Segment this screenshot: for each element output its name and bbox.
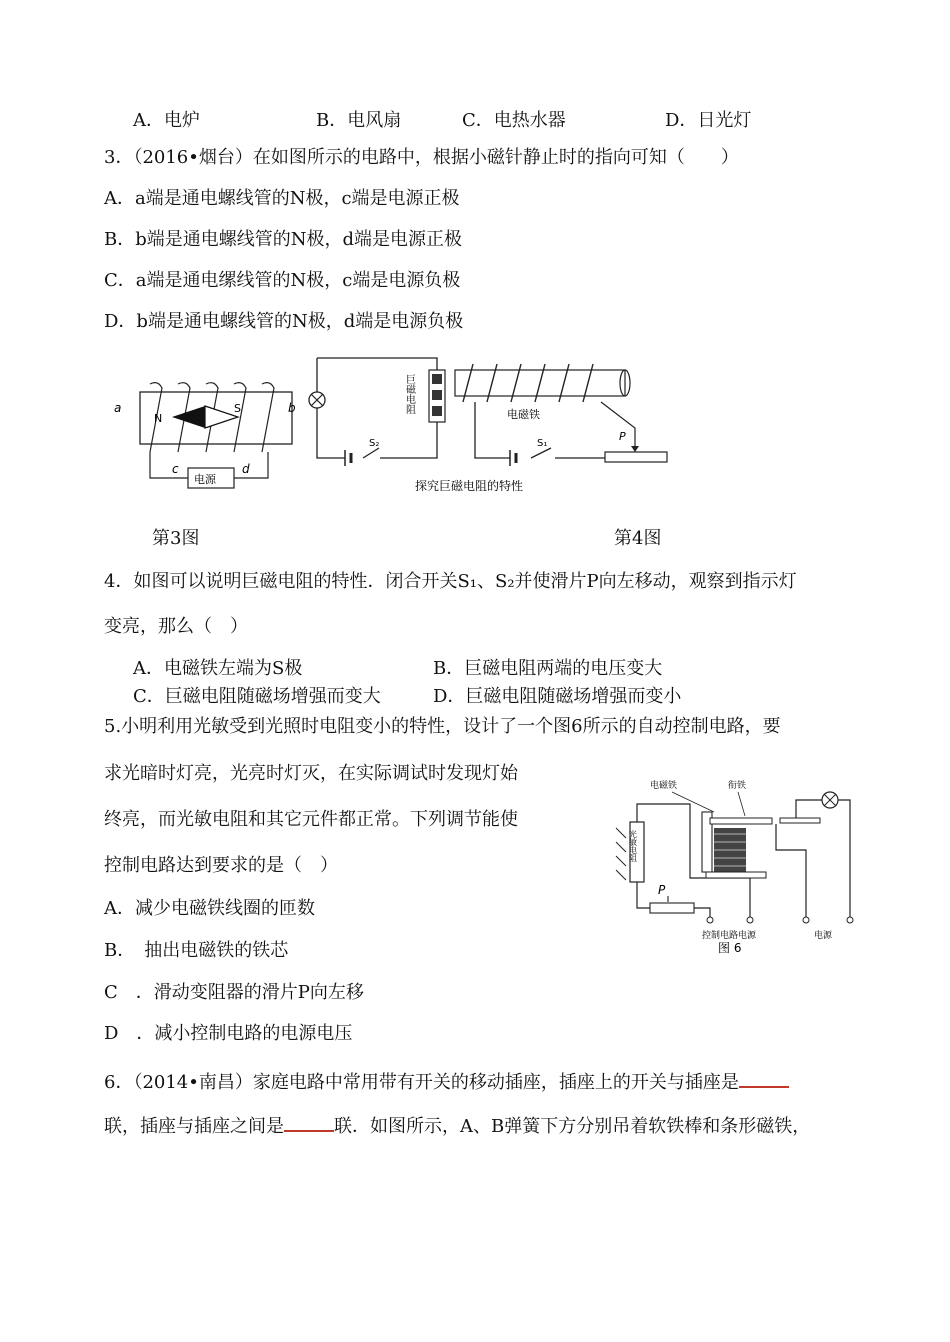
q2-option-b: B．电风扇 [316,110,402,131]
fig6-source: 电源 [814,931,833,941]
gmr-label: 巨磁电阻 [403,374,415,414]
rheostat [605,452,667,462]
q4-stem-line1: 4．如图可以说明巨磁电阻的特性．闭合开关S₁、S₂并使滑片P向左移动，观察到指示灯 [104,571,797,592]
q6-blank-2[interactable] [284,1112,334,1132]
q2-option-a: A．电炉 [133,110,200,131]
q2-option-d: D．日光灯 [665,110,752,131]
figure-3-solenoid [110,370,300,495]
label-d: d [242,462,250,476]
label-S: S [234,402,241,415]
q5-line2: 求光暗时灯亮，光亮时灯灭，在实际调试时发现灯始 [104,763,518,784]
q4-option-d: D．巨磁电阻随磁场增强而变小 [433,686,682,707]
photo-label: 光敏电阻 [628,830,638,862]
q5-option-b: B． 抽出电磁铁的铁芯 [104,940,289,961]
q5-line3: 终亮，而光敏电阻和其它元件都正常。下列调节能使 [104,809,518,830]
q5-line1: 5.小明利用光敏受到光照时电阻变小的特性，设计了一个图6所示的自动控制电路，要 [104,716,781,737]
q4-option-b: B．巨磁电阻两端的电压变大 [433,658,663,679]
fig3-caption: 第3图 [152,528,200,549]
fig6-ctrl-source: 控制电路电源 [702,931,757,941]
q6-blank-1[interactable] [739,1068,789,1088]
label-N: N [154,412,163,425]
q4-option-c: C．巨磁电阻随磁场增强而变大 [133,686,381,707]
label-s2: S₂ [369,438,380,449]
fig6-em-label: 电磁铁 [650,781,678,791]
compass-needle-n [172,406,205,428]
q3-stem: 3．（2016•烟台）在如图所示的电路中，根据小磁针静止时的指向可知（ ） [104,147,739,168]
q5-line4: 控制电路达到要求的是（ ） [104,855,338,876]
figure-6-control-circuit [610,760,860,955]
q4-stem-line2: 变亮，那么（ ） [104,616,248,637]
q6-line1 [104,1068,789,1094]
fig6-label-p: P [658,883,666,897]
label-p: P [619,430,626,443]
em-label: 电磁铁 [507,408,540,421]
q5-option-c: C ．滑动变阻器的滑片P向左移 [104,982,364,1003]
label-c: c [172,462,179,476]
q2-option-c: C．电热水器 [462,110,566,131]
q6-line2-text-a: 联，插座与插座之间是 [104,1116,284,1137]
q3-option-c: C．a端是通电缧线管的N极，c端是电源负极 [104,270,461,291]
q5-option-a: A．减少电磁铁线圈的匝数 [104,898,315,919]
q6-line1-text: 6．（2014•南昌）家庭电路中常用带有开关的移动插座，插座上的开关与插座是 [104,1072,739,1093]
q5-option-d: D ．减小控制电路的电源电压 [104,1023,353,1044]
q3-option-d: D．b端是通电螺线管的N极，d端是电源负极 [104,311,464,332]
figure-4-gmr [305,348,685,500]
fig6-rheostat [650,903,694,913]
battery-label: 电源 [194,473,216,486]
label-a: a [114,401,122,415]
label-b: b [288,401,296,415]
fig4-title: 探究巨磁电阻的特性 [415,479,524,493]
fig4-caption: 第4图 [614,528,662,549]
q3-option-a: A．a端是通电螺线管的N极，c端是电源正极 [104,188,460,209]
fig6-iron-label: 衔铁 [728,781,747,791]
label-s1: S₁ [537,438,548,449]
q3-option-b: B．b端是通电螺线管的N极，d端是电源正极 [104,229,463,250]
q6-line2-text-b: 联．如图所示，A、B弹簧下方分别吊着软铁棒和条形磁铁， [334,1116,811,1137]
fig6-caption: 图 6 [718,941,742,955]
q6-line2 [104,1112,810,1138]
q4-option-a: A．电磁铁左端为S极 [133,658,303,679]
